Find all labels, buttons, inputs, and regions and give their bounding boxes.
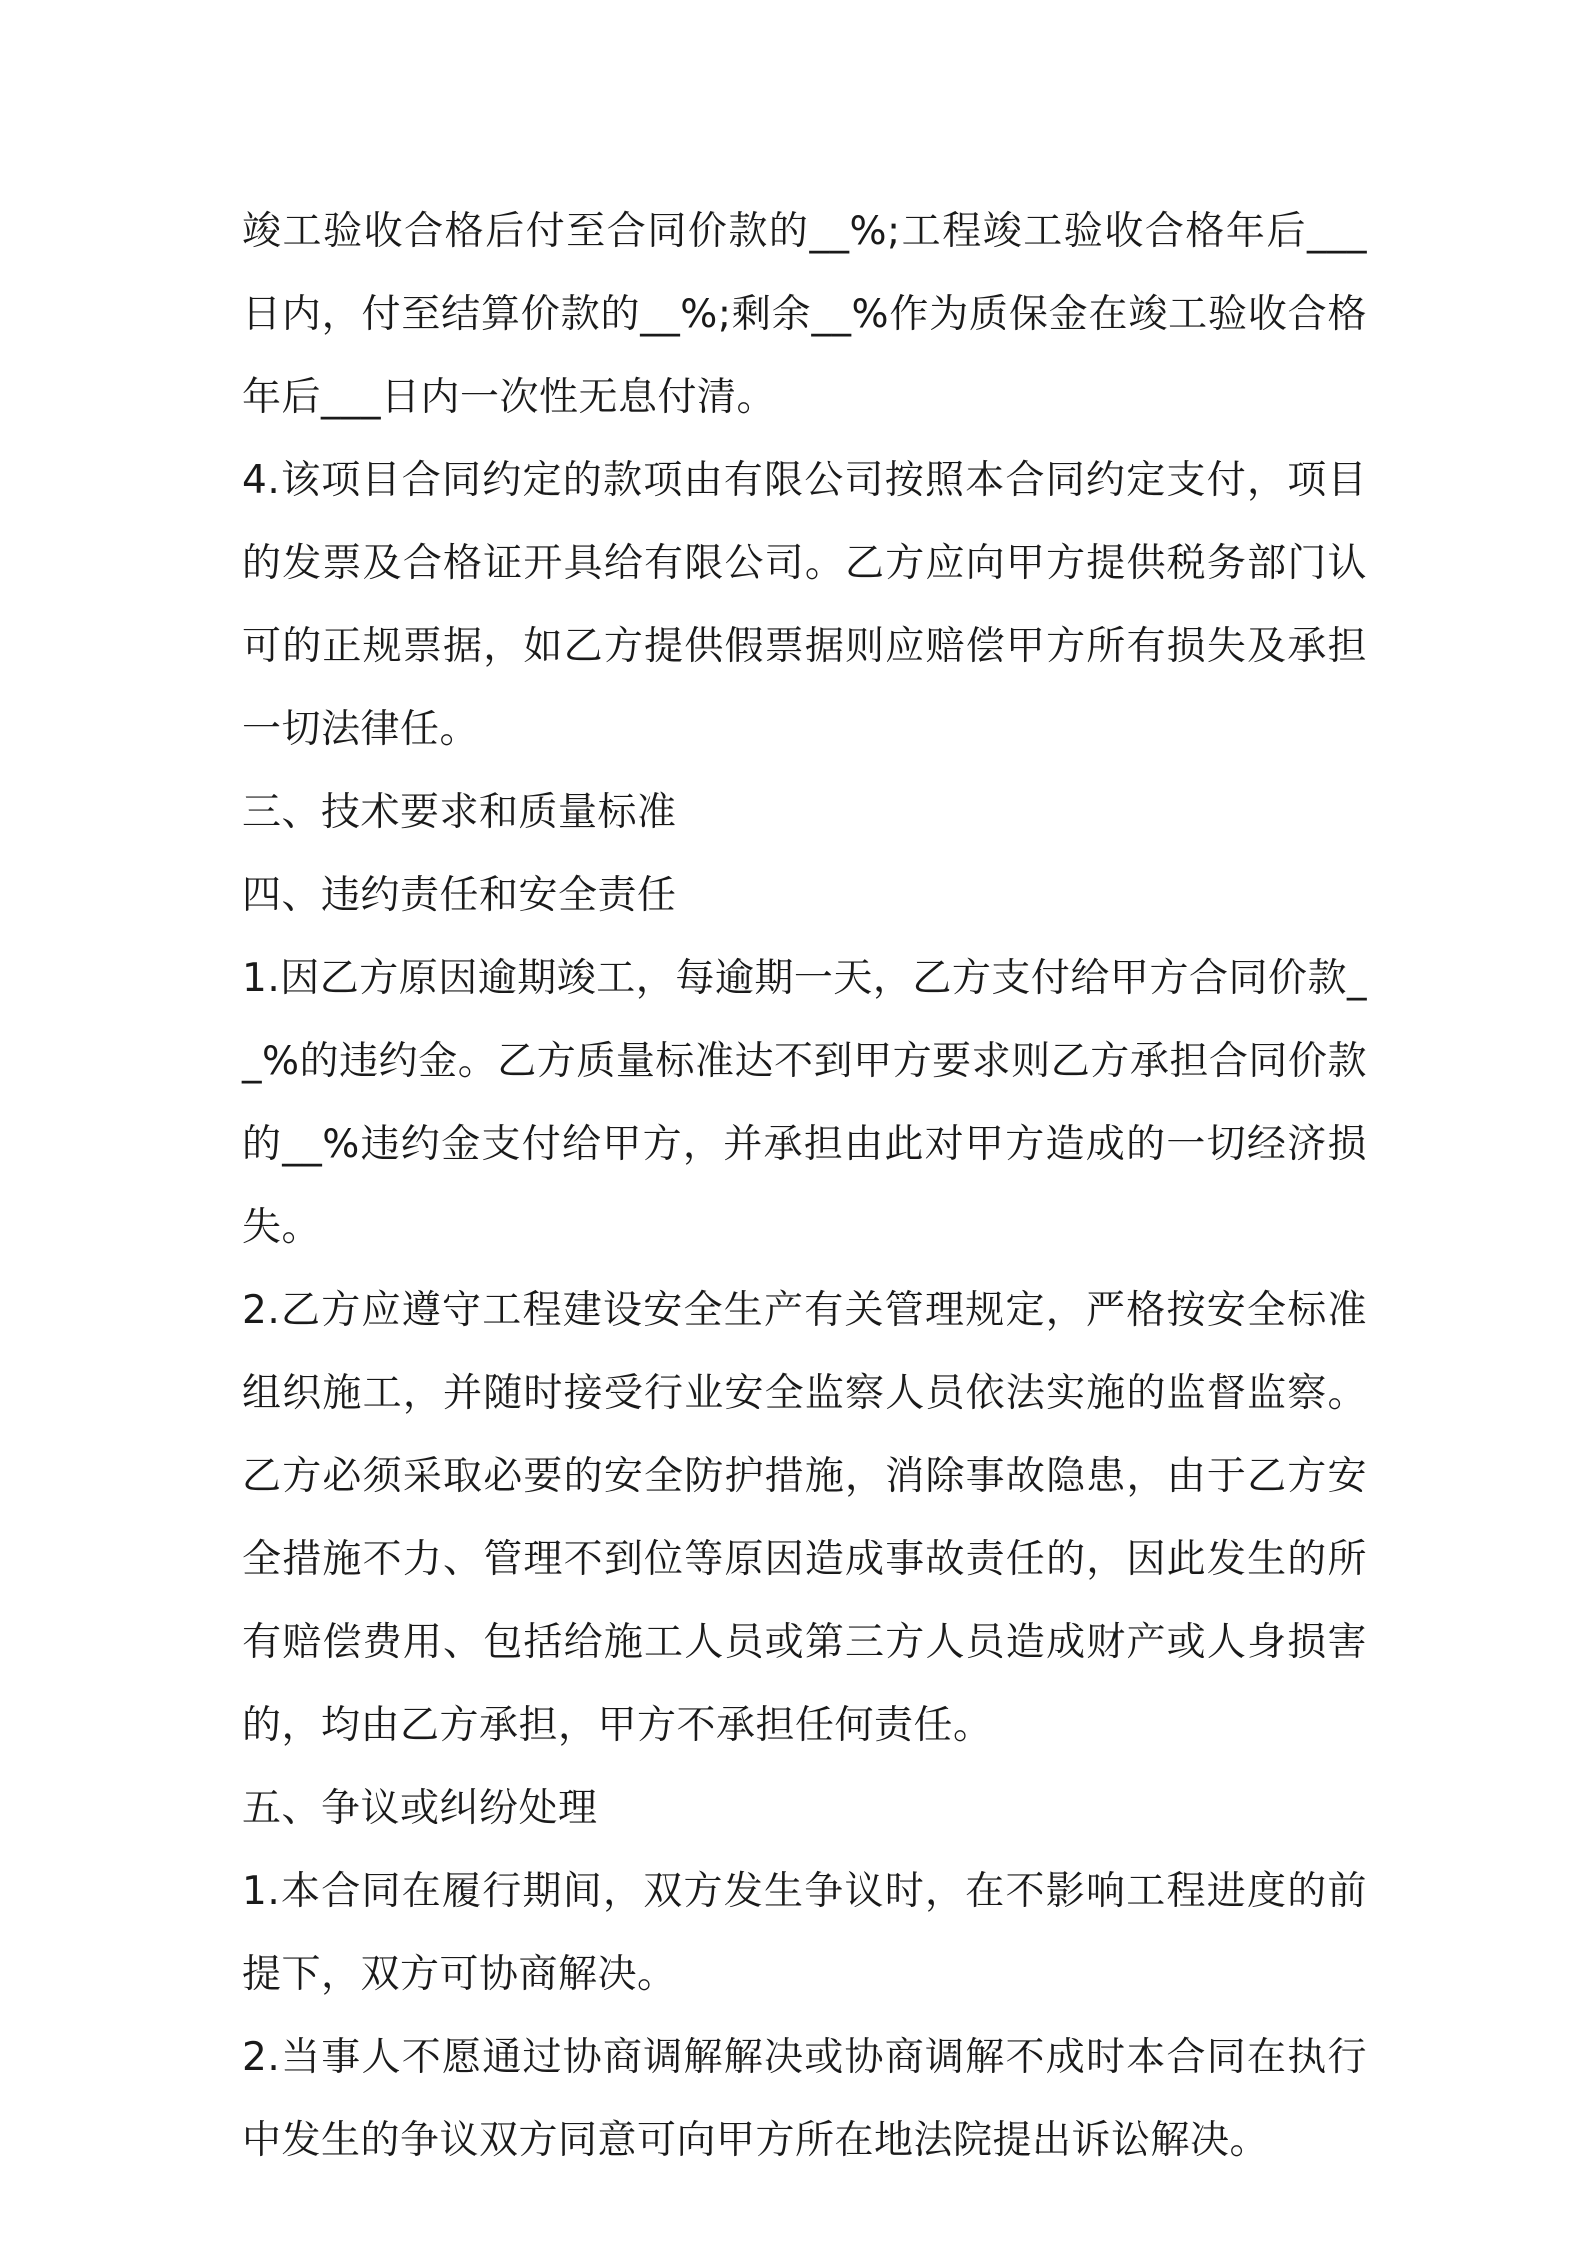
section-heading-disputes: 五、争议或纠纷处理 — [242, 1786, 598, 1831]
invoice-clause-paragraph: 4.该项目合同约定的款项由有限公司按照本合同约定支付，项目的发票及合格证开具给有限公司。乙方应向甲方提供税务部门认可的正规票据，如乙方提供假票据则应赔偿甲方所有损失及承担一切法律任。 — [242, 458, 1367, 752]
document-page — [242, 190, 1367, 2182]
dispute-clause-2: 2.当事人不愿通过协商调解解决或协商调解不成时本合同在执行中发生的争议双方同意可向甲方所在地法院提出诉讼解决。 — [242, 2035, 1367, 2163]
section-heading-technical-requirements: 三、技术要求和质量标准 — [242, 790, 677, 835]
dispute-clause-1: 1.本合同在履行期间，双方发生争议时，在不影响工程进度的前提下，双方可协商解决。 — [242, 1869, 1367, 1997]
payment-terms-paragraph: 竣工验收合格后付至合同价款的__%;工程竣工验收合格年后___日内，付至结算价款的__%;剩余__%作为质保金在竣工验收合格年后___日内一次性无息付清。 — [242, 209, 1367, 420]
section-heading-liability: 四、违约责任和安全责任 — [242, 873, 677, 918]
liability-clause-1: 1.因乙方原因逾期竣工，每逾期一天，乙方支付给甲方合同价款__%的违约金。乙方质量标准达不到甲方要求则乙方承担合同价款的__%违约金支付给甲方，并承担由此对甲方造成的一切经济损失。 — [242, 956, 1367, 1250]
safety-clause-2: 2.乙方应遵守工程建设安全生产有关管理规定，严格按安全标准组织施工，并随时接受行业安全监察人员依法实施的监督监察。乙方必须采取必要的安全防护措施，消除事故隐患，由于乙方安全措施不力、管理不到位等原因造成事故责任的，因此发生的所有赔偿费用、包括给施工人员或第三方人员造成财产或人身损害的，均由乙方承担，甲方不承担任何责任。 — [242, 1288, 1367, 1748]
